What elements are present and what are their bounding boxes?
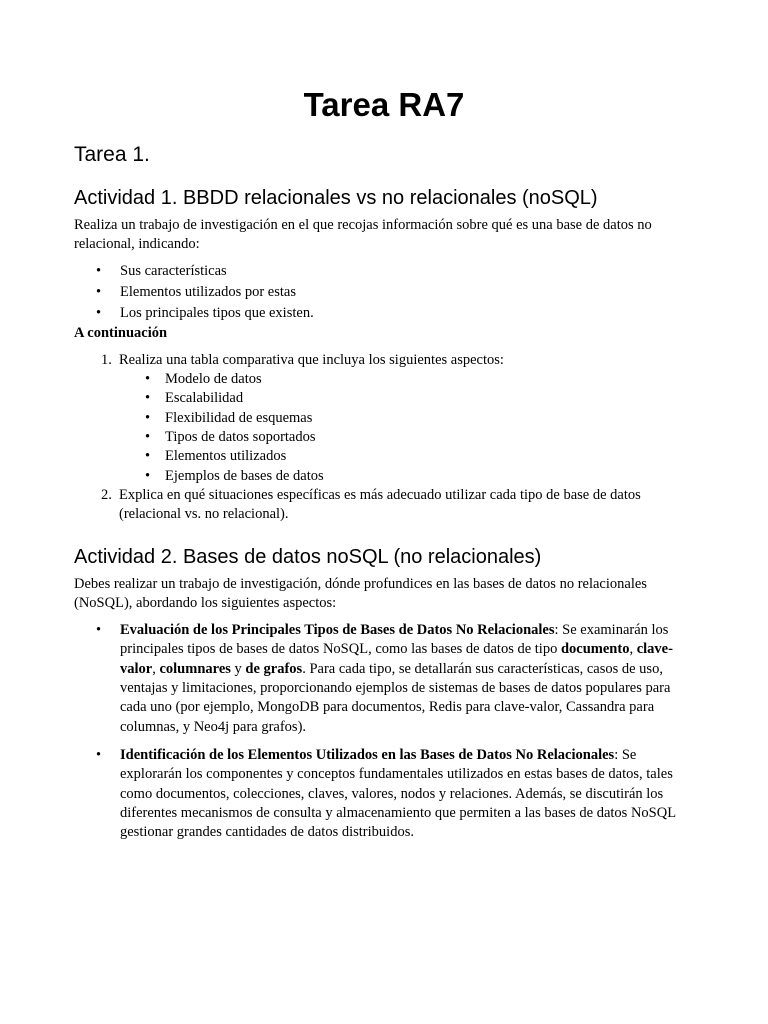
- item-text: Realiza una tabla comparativa que incluya los siguientes aspectos:: [119, 351, 504, 368]
- activity-2-intro: Debes realizar un trabajo de investigación, dónde profundices en las bases de datos no relacionales (NoSQL), abordando los siguientes aspectos:: [74, 575, 647, 611]
- aspects-sublist: [119, 370, 694, 486]
- list-item: • Tipos de datos soportados: [119, 428, 694, 447]
- list-item: • Modelo de datos: [119, 370, 694, 389]
- list-item: • Elementos utilizados: [119, 447, 694, 466]
- list-item: • Los principales tipos que existen.: [74, 303, 694, 324]
- list-item: [74, 486, 694, 525]
- document-title: Tarea RA7: [303, 86, 465, 123]
- section-heading: Tarea 1.: [74, 143, 150, 166]
- list-item: • Evaluación de los Principales Tipos de Bases de Datos No Relacionales: Se examinarán los principales tipos de bases de datos NoSQL, como las bases de datos de tipo documento, clave-valor, columnares y de grafos. Para cada tipo, se detallarán sus características, casos de uso, ventajas y limitaciones, proporcionando ejemplos de sistemas de bases de datos populares para cada uno (por ejemplo, MongoDB para documentos, Redis para clave-valor, Cassandra para columnas, y Neo4j para grafos).: [74, 621, 694, 737]
- list-item: • Elementos utilizados por estas: [74, 282, 694, 303]
- list-item: • Flexibilidad de esquemas: [119, 409, 694, 428]
- item-number: 2.: [101, 486, 112, 503]
- activity-2-heading: Actividad 2. Bases de datos noSQL (no relacionales): [74, 545, 542, 568]
- activity-1-numbered-list: [74, 351, 694, 525]
- list-item: [74, 351, 694, 486]
- list-item: • Ejemplos de bases de datos: [119, 467, 694, 486]
- list-item: • Escalabilidad: [119, 389, 694, 408]
- continuation-label: A continuación: [74, 324, 168, 341]
- activity-1-bullets: [74, 261, 694, 324]
- activity-1-heading: Actividad 1. BBDD relacionales vs no relacionales (noSQL): [74, 187, 598, 209]
- item-text: Explica en qué situaciones específicas es más adecuado utilizar cada tipo de base de datos (relacional vs. no relacional).: [119, 486, 641, 523]
- list-item: • Sus características: [74, 261, 694, 282]
- item-number: 1.: [101, 351, 112, 368]
- activity-1-intro: Realiza un trabajo de investigación en el que recojas información sobre qué es una base de datos no relacional, indicando:: [74, 217, 652, 253]
- list-item: • Identificación de los Elementos Utilizados en las Bases de Datos No Relacionales: Se explorarán los componentes y conceptos fundamentales utilizados en estas bases de datos, tales como documentos, colecciones, claves, valores, nodos y relaciones. Además, se discutirán los diferentes mecanismos de consulta y almacenamiento que permiten a las bases de datos NoSQL gestionar grandes cantidades de datos distribuidos.: [74, 746, 694, 842]
- activity-2-bullets: [74, 621, 694, 842]
